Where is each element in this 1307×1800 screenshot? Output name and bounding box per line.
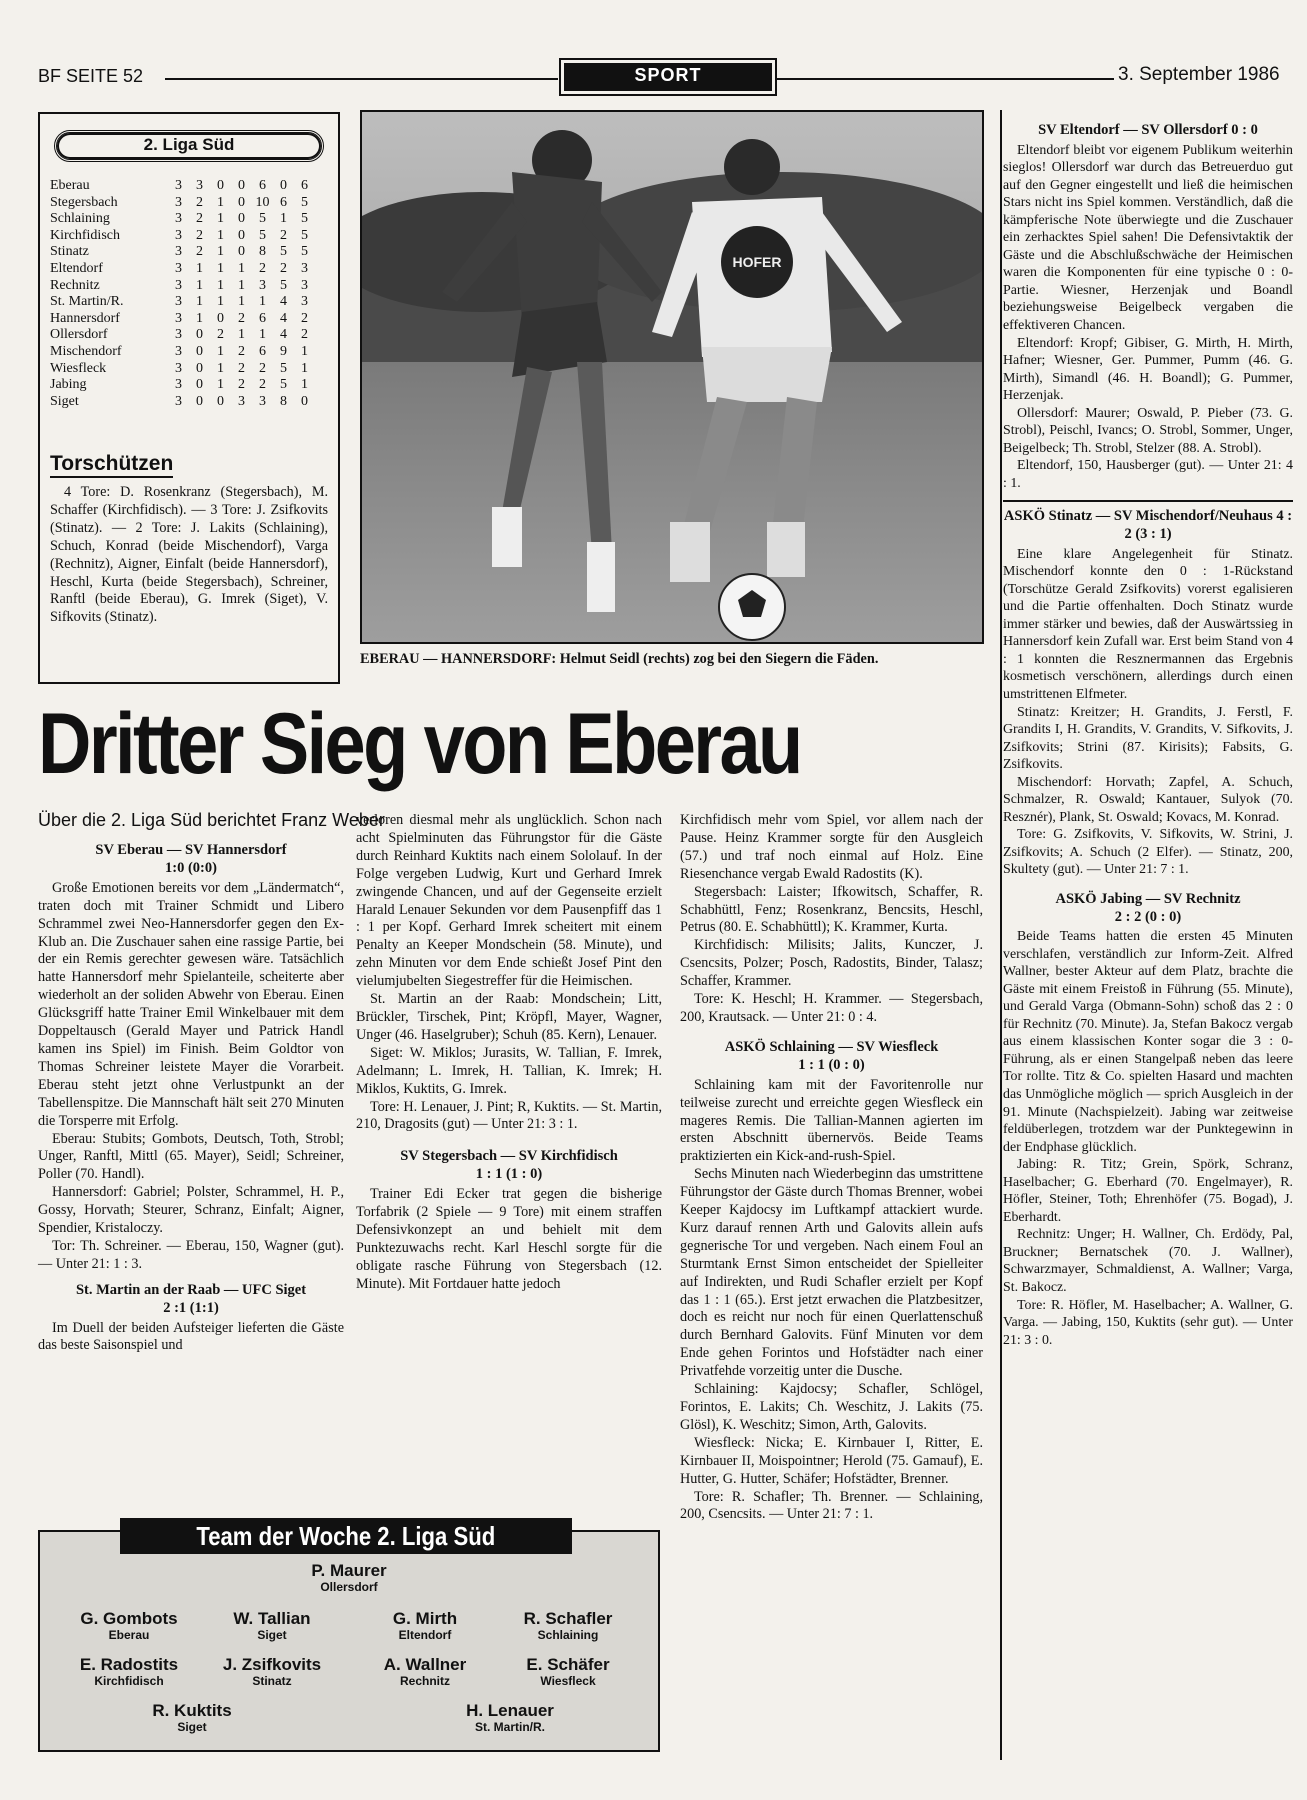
player-club: Stinatz: [252, 1674, 292, 1688]
team-player: [345, 1656, 505, 1688]
player-club: St. Martin/R.: [474, 1720, 545, 1734]
stat-cell: 4: [280, 327, 287, 343]
team-name-cell: Jabing: [50, 377, 87, 393]
standings-row: [50, 377, 315, 394]
team-player: [488, 1656, 648, 1688]
lineup: Stegersbach: Laister; Ifkowitsch, Schaffer, R. Schabhüttl, Fenz; Rosenkranz, Bencsits, Heschl, Petrus (80. E. Schabhüttl); K. Krammer, Kurta.: [680, 883, 983, 936]
standings-title-frame: [54, 130, 324, 162]
stat-cell: 3: [175, 360, 182, 376]
stat-cell: 3: [175, 327, 182, 343]
team-name-cell: Stinatz: [50, 244, 89, 260]
match-photo: [360, 110, 984, 644]
match-score: 1 : 1 (1 : 0): [475, 1166, 543, 1183]
player-name: E. Schäfer: [526, 1655, 610, 1674]
player-name: H. Lenauer: [466, 1701, 554, 1720]
team-name-cell: Rechnitz: [50, 277, 100, 293]
stat-cell: 3: [175, 310, 182, 326]
stat-cell: 3: [175, 211, 182, 227]
goals-line: Tore: G. Zsifkovits, V. Sifkovits, W. Strini, J. Zsifkovits; A. Schuch (2 Elfer). — Stinatz, 200, Skultety (gut). — Unter 21: 7 : 1.: [1003, 827, 1293, 878]
stat-cell: 0: [238, 194, 245, 210]
stat-cell: 0: [217, 393, 224, 409]
stat-cell: 5: [259, 227, 266, 243]
match-photo-image: [362, 112, 982, 642]
stat-cell: 1: [217, 227, 224, 243]
stat-cell: 10: [255, 194, 270, 210]
match-report: Im Duell der beiden Aufsteiger lieferten die Gäste das beste Saisonspiel und: [38, 1319, 344, 1354]
player-name: W. Tallian: [233, 1609, 311, 1628]
stat-cell: 0: [217, 178, 224, 193]
stat-cell: 1: [238, 294, 245, 310]
stat-cell: 1: [217, 211, 224, 227]
lineup: Eltendorf: Kropf; Gibiser, G. Mirth, H. Mirth, Hafner; Wiesner, Ger. Pummer, Pumm (46. G. Mirth), Simandl (46. H. Boandl); G. Pummer, Herzenjak.: [1003, 335, 1293, 404]
stat-cell: 8: [259, 244, 266, 260]
match-score: 1:0 (0:0): [165, 859, 217, 876]
match-heading: SV Eltendorf — SV Ollersdorf 0 : 0: [1038, 122, 1258, 138]
stat-cell: 0: [196, 360, 203, 376]
team-player: [49, 1610, 209, 1642]
standings-box: [38, 112, 340, 684]
stat-cell: 0: [217, 310, 224, 326]
stat-cell: 2: [259, 377, 266, 393]
stat-cell: 0: [238, 211, 245, 227]
stat-cell: 3: [196, 178, 203, 193]
player-name: E. Radostits: [79, 1655, 179, 1674]
match-report: Eltendorf bleibt vor eigenem Publikum weiterhin sieglos! Ollersdorf war durch das Betreuerduo gut auf den Gegner eingestellt und ließ die heimischen Stars nicht ins Spiel kommen. Verständlich, daß die kämpferische Note überwiegte und die Zuschauer ein zerhacktes Spiel sahen! Die Defensivtaktik der Gäste und die Abschlußschwäche der Heimischen waren die Komponenten für eine typische 0 : 0-Partie. Wiesner, Herzenjak und Boandl beziehungsweise Beigelbeck vergaben die effektiveren Chancen.: [1003, 142, 1293, 334]
stat-cell: 2: [217, 327, 224, 343]
stat-cell: 1: [196, 260, 203, 276]
player-club: Kirchfidisch: [94, 1674, 164, 1688]
lineup: Kirchfidisch: Milisits; Jalits, Kunczer, J. Csencsits, Polzer; Posch, Radostits, Binder, Talasz; Schaffer, Krammer.: [680, 937, 983, 990]
lineup: Schlaining: Kajdocsy; Schafler, Schlögel, Forintos, E. Lakits; Ch. Weschitz, J. Lakits (75. Glösl), K. Weschitz; Simon, Arth, Galovits.: [680, 1381, 983, 1433]
match-report: verloren diesmal mehr als unglücklich. Schon nach acht Spielminuten das Führungstor für die Gäste durch Reinhard Kuktits nach einem Sololauf. In der Folge vergeben Ludwig, Kurt und Gerhard Imrek zwingende Chancen, und auf der Gegenseite erzielt Harald Lenauer Sekunden vor dem Pausenpfiff das 1 : 1 per Kopf. Gerhard Imrek scheitert mit einem Penalty an Keeper Mondschein (58. Minute), und zehn Minuten vor dem Ende schießt Josef Pint den vielumjubelten Siegestreffer für die Heimischen.: [356, 812, 662, 990]
stat-cell: 4: [280, 310, 287, 326]
stat-cell: 0: [196, 393, 203, 409]
stat-cell: 1: [217, 277, 224, 293]
stat-cell: 5: [280, 277, 287, 293]
player-club: Ollersdorf: [320, 1580, 378, 1594]
team-name-cell: Eltendorf: [50, 260, 103, 276]
standings-row: [50, 361, 315, 378]
stat-cell: 4: [280, 294, 287, 310]
match-report: Sechs Minuten nach Wiederbeginn das umstrittene Führungstor der Gäste durch Thomas Brenner, wobei Keeper Kajdocsy im Luftkampf attackiert wurde. Kurz darauf rennen Arth und Galovits allein aufs gegnerische Tor und vergeben. Nach einem Foul an Sturmtank Ernst Simon entscheidet der Spielleiter auf Indirekten, und Rudi Schafler erzielt per Kopf das 1 : 1 (65.). Erst jetzt erwachen die Platzbesitzer, doch es reicht nur noch für einen Querlattenschuß durch Bernhard Galovits. Fünf Minuten vor dem Ende gehen Forintos und Hofstädter nach einer Privatfehde vorzeitig unter die Dusche.: [680, 1166, 983, 1380]
lineup: Rechnitz: Unger; H. Wallner, Ch. Erdödy, Pal, Bruckner; Bernatschek (70. J. Wallner), Schwarzmayer, Schmaldienst, A. Wallner; Varga, St. Bakocz.: [1003, 1227, 1293, 1295]
stat-cell: 1: [238, 260, 245, 276]
goals-line: Tore: K. Heschl; H. Krammer. — Stegersbach, 200, Krautsack. — Unter 21: 0 : 4.: [680, 991, 983, 1025]
stat-cell: 0: [238, 178, 245, 193]
player-club: Schlaining: [537, 1628, 599, 1642]
standings-row: [50, 278, 315, 295]
stat-cell: 2: [280, 260, 287, 276]
match-report: Beide Teams hatten die ersten 45 Minuten verschlafen, verständlich zur Inform-Zeit. Alfred Wallner, bester Akteur auf dem Platz, brachte die Gäste mit einem Freistoß in Führung (55. Minute), und Gerald Varga (Obmann-Sohn) schoß das 2 : 0 für Rechnitz (70. Minute). Ja, Stefan Bakocz vergab aus einem klassischen Konter sogar die 3 : 0-Führung, als er einen Stangelpaß neben das leere Tor rollte. Titz & Co. spielten Hasard und machten das Unmögliche möglich — sprich Ausgleich in der 91. Minute (Nachspielzeit). Jabing war zeitweise feldüberlegen, trotzdem war der Punktegewinn in der Endphase glücklich.: [1003, 929, 1293, 1155]
match-score: 2 :1 (1:1): [163, 1299, 219, 1316]
stat-cell: 1: [196, 310, 203, 326]
stat-cell: 1: [196, 277, 203, 293]
stat-cell: 5: [301, 194, 308, 210]
standings-row: [50, 394, 315, 411]
stat-cell: 3: [175, 227, 182, 243]
stat-cell: 3: [175, 377, 182, 393]
team-of-week-box: [38, 1521, 660, 1752]
player-club: Siget: [257, 1628, 287, 1642]
lineup: Ollersdorf: Maurer; Oswald, P. Pieber (73. G. Strobl), Peischl, Ivancs; O. Strobl, Sommer, Unger, Beigelbeck; Th. Strobl, Stelzer (88. A. Strobl).: [1003, 405, 1293, 456]
match-report: Große Emotionen bereits vor dem „Ländermatch“, traten doch mit Trainer Schmidt und Libero Schrammel zwei Neo-Hannersdorfer gegen den Ex-Klub an. Die Zuschauer sahen eine rassige Partie, bei der ein Remis gerechter gewesen wäre. Tatsächlich hatte Hannersdorf mehr Spielanteile, scheiterte aber wiederholt an der soliden Abwehr von Eberau. Einen Glücksgriff hatte Trainer Emil Winkelbauer mit dem Doppeltausch (Gerald Mayer und Patrick Handl kamen ins Spiel) im Finish. Beim Goldtor von Thomas Schreiner leistete Mayer die Vorarbeit. Eberau steht jetzt ohne Verlustpunkt an der Tabellenspitze. Die Mannschaft hält seit 270 Minuten die Torsperre mit Erfolg.: [38, 879, 344, 1129]
page-date: 3. September 1986: [1118, 64, 1280, 85]
goals-line: Tore: R. Schafler; Th. Brenner. — Schlaining, 200, Csencsits. — Unter 21: 7 : 1.: [680, 1488, 983, 1523]
match-score: 1 : 1 (0 : 0): [798, 1056, 865, 1073]
goals-line: Tore: R. Höfler, M. Haselbacher; A. Wallner, G. Varga. — Jabing, 150, Kuktits (sehr gut). — Unter 21: 3 : 0.: [1003, 1297, 1293, 1348]
stat-cell: 3: [175, 178, 182, 193]
player-name: G. Gombots: [80, 1609, 178, 1628]
match-report: Trainer Edi Ecker trat gegen die bisherige Torfabrik (2 Spiele — 9 Tore) mit einem straffen Defensivkonzept an und behielt mit dem Punktezuwachs recht. Karl Heschl sorgte für die obligate rasche Führung von Stegersbach (12. Minute). Mit Fortdauer hatte jedoch: [356, 1186, 662, 1292]
stat-cell: 0: [238, 227, 245, 243]
stat-cell: 0: [196, 377, 203, 393]
lineup: Mischendorf: Horvath; Zapfel, A. Schuch, Schmalzer, R. Oswald; Kantauer, Sulyok (70. Resznér), Plank, St. Oswald; Kovacs, M. Konrad.: [1003, 774, 1293, 825]
stat-cell: 3: [301, 294, 308, 310]
player-name: J. Zsifkovits: [222, 1655, 322, 1674]
team-name-cell: Stegersbach: [50, 194, 118, 210]
stat-cell: 3: [301, 277, 308, 293]
stat-cell: 5: [280, 377, 287, 393]
article-column-2: [356, 812, 662, 1294]
article-column-3: [680, 812, 983, 1524]
match-heading: ASKÖ Schlaining — SV Wiesfleck: [724, 1038, 939, 1055]
standings-row: [50, 327, 315, 344]
stat-cell: 1: [280, 211, 287, 227]
scorers-text: 4 Tore: D. Rosenkranz (Stegersbach), M. Schaffer (Kirchfidisch). — 3 Tore: J. Zsifkovits (Stinatz). — 2 Tore: J. Lakits (Schlaining), Schuch, Konrad (beide Mischendorf), Varga (Rechnitz), Aigner, Einfalt (beide Hannersdorf), Heschl, Kurta (beide Stegersbach), Schreiner, Ranftl (beide Eberau), G. Imrek (Siget), V. Sifkovits (Stinatz).: [50, 484, 328, 626]
stat-cell: 1: [238, 327, 245, 343]
stat-cell: 2: [196, 194, 203, 210]
team-name-cell: Kirchfidisch: [50, 227, 120, 243]
photo-caption: EBERAU — HANNERSDORF: Helmut Seidl (rechts) zog bei den Siegern die Fäden.: [360, 651, 879, 667]
stat-cell: 9: [280, 343, 287, 359]
stat-cell: 3: [259, 393, 266, 409]
stat-cell: 1: [217, 260, 224, 276]
stat-cell: 3: [175, 343, 182, 359]
team-player: [192, 1656, 352, 1688]
player-club: Rechnitz: [399, 1674, 450, 1688]
player-name: R. Schafler: [523, 1609, 613, 1628]
standings-row: [50, 195, 315, 212]
match-divider: [1003, 500, 1293, 502]
stat-cell: 0: [301, 393, 308, 409]
player-club: Siget: [177, 1720, 207, 1734]
stat-cell: 1: [259, 294, 266, 310]
headline: Dritter Sieg von Eberau: [38, 696, 801, 792]
stat-cell: 6: [259, 310, 266, 326]
match-heading: ASKÖ Jabing — SV Rechnitz: [1055, 890, 1241, 907]
stat-cell: 3: [259, 277, 266, 293]
stat-cell: 1: [196, 294, 203, 310]
lineup: Eberau: Stubits; Gombots, Deutsch, Toth, Strobl; Unger, Ranftl, Mittl (65. Mayer), Seidl; Schreiner, Poller (70. Handl).: [38, 1130, 344, 1183]
team-player: [430, 1702, 590, 1734]
stat-cell: 3: [175, 260, 182, 276]
stat-cell: 1: [259, 327, 266, 343]
player-club: Eberau: [108, 1628, 150, 1642]
stat-cell: 2: [280, 227, 287, 243]
stat-cell: 0: [196, 343, 203, 359]
stat-cell: 2: [196, 227, 203, 243]
match-heading: SV Eberau — SV Hannersdorf: [95, 842, 287, 858]
match-report: Kirchfidisch mehr vom Spiel, vor allem nach der Pause. Heinz Krammer sorgte für den Ausgleich (57.) und traf noch einmal auf Holz. Eine Riesenchance vergab Ewald Radostits (K).: [680, 812, 983, 882]
stat-cell: 3: [238, 393, 245, 409]
stat-cell: 2: [259, 260, 266, 276]
standings-title: 2. Liga Süd: [143, 135, 235, 154]
team-name-cell: Schlaining: [50, 211, 110, 227]
standings-row: [50, 211, 315, 228]
stat-cell: 2: [238, 343, 245, 359]
byline: Über die 2. Liga Süd berichtet Franz Weber: [38, 810, 385, 830]
stat-cell: 5: [301, 211, 308, 227]
stat-cell: 6: [259, 178, 266, 193]
stat-cell: 1: [238, 277, 245, 293]
column-divider: [1000, 110, 1002, 1760]
stat-cell: 2: [238, 360, 245, 376]
stat-cell: 5: [280, 360, 287, 376]
stat-cell: 2: [196, 244, 203, 260]
standings-table: [50, 178, 315, 410]
player-name: A. Wallner: [383, 1655, 467, 1674]
team-player: [192, 1610, 352, 1642]
team-name-cell: Siget: [50, 393, 79, 409]
match-score: 2 : 2 (0 : 0): [1114, 908, 1182, 925]
stat-cell: 1: [217, 194, 224, 210]
stat-cell: 2: [301, 327, 308, 343]
team-name-cell: Hannersdorf: [50, 310, 120, 326]
section-label: SPORT: [564, 63, 772, 91]
team-name-cell: St. Martin/R.: [50, 294, 124, 310]
team-player: [49, 1656, 209, 1688]
team-player: [112, 1702, 272, 1734]
stat-cell: 2: [238, 377, 245, 393]
team-name-cell: Ollersdorf: [50, 327, 108, 343]
stat-cell: 5: [301, 244, 308, 260]
team-player: [345, 1610, 505, 1642]
section-box: [559, 58, 777, 96]
stat-cell: 1: [301, 343, 308, 359]
stat-cell: 2: [259, 360, 266, 376]
shirt-logo-text: HOFER: [732, 254, 782, 270]
stat-cell: 8: [280, 393, 287, 409]
team-name-cell: Eberau: [50, 178, 90, 193]
player-club: Eltendorf: [398, 1628, 452, 1642]
team-player: [488, 1610, 648, 1642]
team-of-week-title: Team der Woche 2. Liga Süd: [120, 1518, 572, 1554]
stat-cell: 1: [301, 377, 308, 393]
team-name-cell: Wiesfleck: [50, 360, 107, 376]
stat-cell: 6: [259, 343, 266, 359]
stat-cell: 2: [238, 310, 245, 326]
article-column-1: [38, 838, 344, 1355]
stat-cell: 1: [301, 360, 308, 376]
stat-cell: 3: [175, 393, 182, 409]
standings-row: [50, 244, 315, 261]
stat-cell: 1: [217, 244, 224, 260]
stat-cell: 0: [280, 178, 287, 193]
team-name-cell: Mischendorf: [50, 343, 122, 359]
header-rule-left: [165, 78, 558, 80]
goals-line: Tor: Th. Schreiner. — Eberau, 150, Wagner (gut). — Unter 21: 1 : 3.: [38, 1237, 344, 1272]
header-rule-right: [776, 78, 1114, 80]
lineup: Jabing: R. Titz; Grein, Spörk, Schranz, Haselbacher; G. Eberhard (70. Engelmayer), R. Höfler, Steiner, Toth; Ehrenhöfer (75. Bogad), J. Eberhardt.: [1003, 1157, 1293, 1225]
stat-cell: 2: [301, 310, 308, 326]
stat-cell: 0: [238, 244, 245, 260]
stat-cell: 1: [217, 377, 224, 393]
match-report: Eine klare Angelegenheit für Stinatz. Mischendorf konnte den 0 : 1-Rückstand (Torschütze Gerald Zsifkovits) vorerst egalisieren und die Partie offenhalten. Doch Stinatz wurde immer stärker und bewies, daß der Auswärtssieg in Hannersdorf kein Zufall war. Erst beim Stand von 4 : 1 konnten die Resznermannen das Ergebnis kosmetisch verschönern, allerdings durch einen umstrittenen Elfmeter.: [1003, 546, 1293, 702]
article-column-4: [1003, 122, 1293, 1349]
stat-cell: 5: [301, 227, 308, 243]
stat-cell: 3: [175, 294, 182, 310]
page-number: BF SEITE 52: [38, 66, 144, 86]
scorers-title: Torschützen: [50, 452, 173, 478]
match-heading: SV Stegersbach — SV Kirchfidisch: [400, 1148, 618, 1165]
stat-cell: 3: [175, 244, 182, 260]
player-name: R. Kuktits: [152, 1701, 232, 1720]
standings-row: [50, 344, 315, 361]
stat-cell: 3: [175, 277, 182, 293]
stat-cell: 6: [301, 178, 308, 193]
stat-cell: 3: [175, 194, 182, 210]
lineup: Siget: W. Miklos; Jurasits, W. Tallian, F. Imrek, Adelmann; L. Imrek, H. Tallian, K. Imrek; H. Miklos, Kuktits, G. Imrek.: [356, 1044, 662, 1097]
stat-cell: 1: [217, 360, 224, 376]
team-player: [269, 1562, 429, 1594]
standings-row: [50, 294, 315, 311]
stat-cell: 1: [217, 294, 224, 310]
stat-cell: 3: [301, 260, 308, 276]
stat-cell: 2: [196, 211, 203, 227]
lineup: St. Martin an der Raab: Mondschein; Litt, Brückler, Tirschek, Pint; Kröpfl, Mayer, Wagner, Unger (46. Haselgruber); Schuh (85. Kern), Lenauer.: [356, 991, 662, 1043]
player-club: Wiesfleck: [540, 1674, 596, 1688]
player-name: P. Maurer: [311, 1561, 387, 1580]
standings-row: [50, 311, 315, 328]
match-report: Schlaining kam mit der Favoritenrolle nur teilweise zurecht und erreichte gegen Wiesfleck ein mageres Remis. Die Tallian-Mannen agierten im ersten Abschnitt übernervös. Beide Teams praktizierten ein Kick-and-rush-Spiel.: [680, 1076, 983, 1165]
stat-cell: 0: [196, 327, 203, 343]
lineup: Hannersdorf: Gabriel; Polster, Schrammel, H. P., Gossy, Horvath; Steurer, Schranz, Einfalt; Aigner, Spendier, Kristaloczy.: [38, 1184, 344, 1237]
stat-cell: 5: [259, 211, 266, 227]
match-heading: ASKÖ Stinatz — SV Mischendorf/Neuhaus 4 : 2 (3 : 1): [1003, 508, 1293, 543]
player-name: G. Mirth: [392, 1609, 458, 1628]
match-heading: St. Martin an der Raab — UFC Siget: [75, 1281, 307, 1298]
standings-row: [50, 228, 315, 245]
lineup: Stinatz: Kreitzer; H. Grandits, J. Ferstl, F. Grandits I, H. Grandits, V. Grandits, V. Sifkovits, J. Zsifkovits; Strini (87. Kirisits); Fabsits, G. Zsifkovits.: [1003, 704, 1293, 773]
standings-row: [50, 178, 315, 195]
lineup: Wiesfleck: Nicka; E. Kirnbauer I, Ritter, E. Kirnbauer II, Moispointner; Herold (75. Gamauf), E. Hutter, G. Hutter, Schäfer; Hofstädter, Brenner.: [680, 1434, 983, 1487]
stat-cell: 1: [217, 343, 224, 359]
goals-line: Eltendorf, 150, Hausberger (gut). — Unter 21: 4 : 1.: [1003, 458, 1293, 491]
goals-line: Tore: H. Lenauer, J. Pint; R, Kuktits. — St. Martin, 210, Dragosits (gut) — Unter 21: 3 : 1.: [356, 1098, 662, 1133]
stat-cell: 6: [280, 194, 287, 210]
standings-row: [50, 261, 315, 278]
stat-cell: 5: [280, 244, 287, 260]
